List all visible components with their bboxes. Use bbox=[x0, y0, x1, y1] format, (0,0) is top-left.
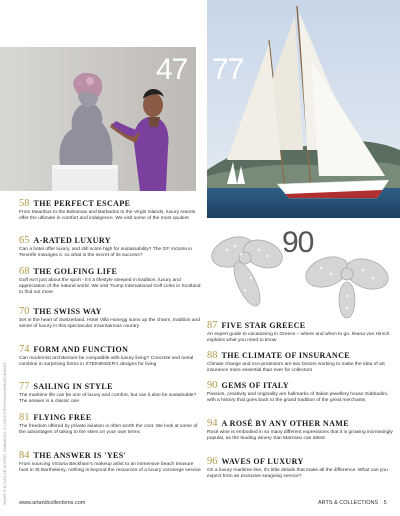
entry-title: A-RATED LUXURY bbox=[33, 236, 111, 245]
entry-page-number: 81 bbox=[19, 412, 30, 423]
contents-entry[interactable] bbox=[19, 198, 201, 222]
entry-page-number: 70 bbox=[19, 306, 30, 317]
entry-page-number: 94 bbox=[207, 418, 218, 429]
entry-page-number: 87 bbox=[207, 320, 218, 331]
entry-page-number: 58 bbox=[19, 198, 30, 209]
entry-description: From Mauritius to the Bahamas and Barbados to the Virgin Islands, luxury resorts offer the ultimate in comfort and indulgence. We visit some of the most opulent bbox=[19, 209, 196, 221]
entry-title: WAVES OF LUXURY bbox=[221, 457, 304, 466]
entry-page-number: 88 bbox=[207, 350, 218, 361]
contents-entry[interactable] bbox=[19, 381, 201, 405]
entry-description: Set in the heart of Switzerland, Hotel Villa Honegg sums up the charm, tradition and sense of luxury in this spectacular mountainous country bbox=[19, 317, 200, 329]
contents-entry[interactable] bbox=[19, 344, 201, 368]
entry-page-number: 96 bbox=[207, 456, 218, 467]
entry-description: Golf isn't just about the sport - it's a lifestyle steeped in tradition, luxury and appreciation of the natural world. We visit Trump International Golf Links in Scotland to find out more bbox=[19, 277, 201, 296]
photo-page-number-47: 47 bbox=[156, 53, 188, 86]
entry-title: THE CLIMATE OF INSURANCE bbox=[221, 351, 351, 360]
entry-page-number: 68 bbox=[19, 266, 30, 277]
entry-description: Can modernist architecture be compatible with luxury living? Concrete and metal combine in surprising forms in STEININGER's designs for living bbox=[19, 355, 194, 367]
entry-description: The freedom offered by private aviation is often worth the cost. We look at some of the advantages of taking to the skies on your own terms bbox=[19, 423, 198, 435]
entry-description: From sourcing Victoria Beckham's makeup artist to an immersive beach treasure hunt in St Barthelemy, nothing is beyond the resources of a luxury concierge service bbox=[19, 461, 201, 473]
entry-title: THE ANSWER IS 'YES' bbox=[33, 451, 127, 460]
entry-title: THE SWISS WAY bbox=[33, 307, 102, 316]
entry-title: GEMS OF ITALY bbox=[221, 381, 290, 390]
entry-description: The maritime life can be one of luxury and comfort, but can it also be sustainable? The answer is a classic one bbox=[19, 392, 197, 404]
image-credit: IMAGE © DYLAN DE SLATER; SABBADINI; © LUCIE ROVIN/SAILINGBOATIMAGES bbox=[3, 362, 7, 505]
page-number: 5 bbox=[383, 500, 387, 506]
entry-description: Climate change and eco-protestors are two factors working to make the idea of art insurance more essential than ever for collectors bbox=[207, 361, 385, 373]
footer-magazine-name bbox=[318, 500, 387, 506]
contents-entry[interactable] bbox=[19, 412, 201, 436]
entry-title: SAILING IN STYLE bbox=[33, 382, 113, 391]
entry-description: Rosé wine is embodied in so many different expressions that it is growing increasingly popular, as the leading winery San Marzano can attest bbox=[207, 429, 393, 441]
entry-page-number: 77 bbox=[19, 381, 30, 392]
contents-entry[interactable] bbox=[207, 380, 393, 404]
contents-entry[interactable] bbox=[207, 418, 393, 442]
contents-entry[interactable] bbox=[19, 235, 201, 259]
contents-entry[interactable] bbox=[19, 450, 201, 474]
entry-page-number: 65 bbox=[19, 235, 30, 246]
entry-title: FLYING FREE bbox=[33, 413, 92, 422]
entry-page-number: 74 bbox=[19, 344, 30, 355]
photo-page-number-77: 77 bbox=[212, 53, 244, 86]
contents-entry[interactable] bbox=[19, 306, 201, 330]
photo-page-number-90: 90 bbox=[282, 226, 314, 259]
entry-title: THE PERFECT ESCAPE bbox=[33, 199, 131, 208]
yacht-illustration bbox=[207, 0, 400, 218]
entry-description: Passion, creativity and originality are hallmarks of Italian jewellery house Sabbadini, with a history that goes back to the grand tradition of the great merchants bbox=[207, 391, 389, 403]
magazine-name: ARTS & COLLECTIONS bbox=[318, 500, 379, 506]
entry-description: On a luxury maritime line, it's little details that make all the difference. What can you expect from an exclusive seagoing service? bbox=[207, 467, 388, 479]
entry-description: Can a hotel offer luxury, and still score high for sustainability? The GF Victoria in Tenerife manages it, so what is the secret of its success? bbox=[19, 246, 193, 258]
contents-entry[interactable] bbox=[207, 320, 393, 344]
yacht-photo bbox=[207, 0, 400, 218]
entry-page-number: 84 bbox=[19, 450, 30, 461]
contents-entry[interactable] bbox=[207, 350, 393, 374]
entry-title: A ROSÉ BY ANY OTHER NAME bbox=[221, 419, 349, 428]
entry-title: THE GOLFING LIFE bbox=[33, 267, 118, 276]
entry-description: An expert guide to vacationing in Greece – where and when to go. Ileana von Hirsch explains what you need to know bbox=[207, 331, 390, 343]
entry-page-number: 90 bbox=[207, 380, 218, 391]
entry-title: FORM AND FUNCTION bbox=[33, 345, 129, 354]
contents-entry[interactable] bbox=[207, 456, 393, 480]
contents-entry[interactable] bbox=[19, 266, 201, 296]
entry-title: FIVE STAR GREECE bbox=[221, 321, 306, 330]
footer-url[interactable]: www.artandcollections.com bbox=[19, 500, 86, 506]
